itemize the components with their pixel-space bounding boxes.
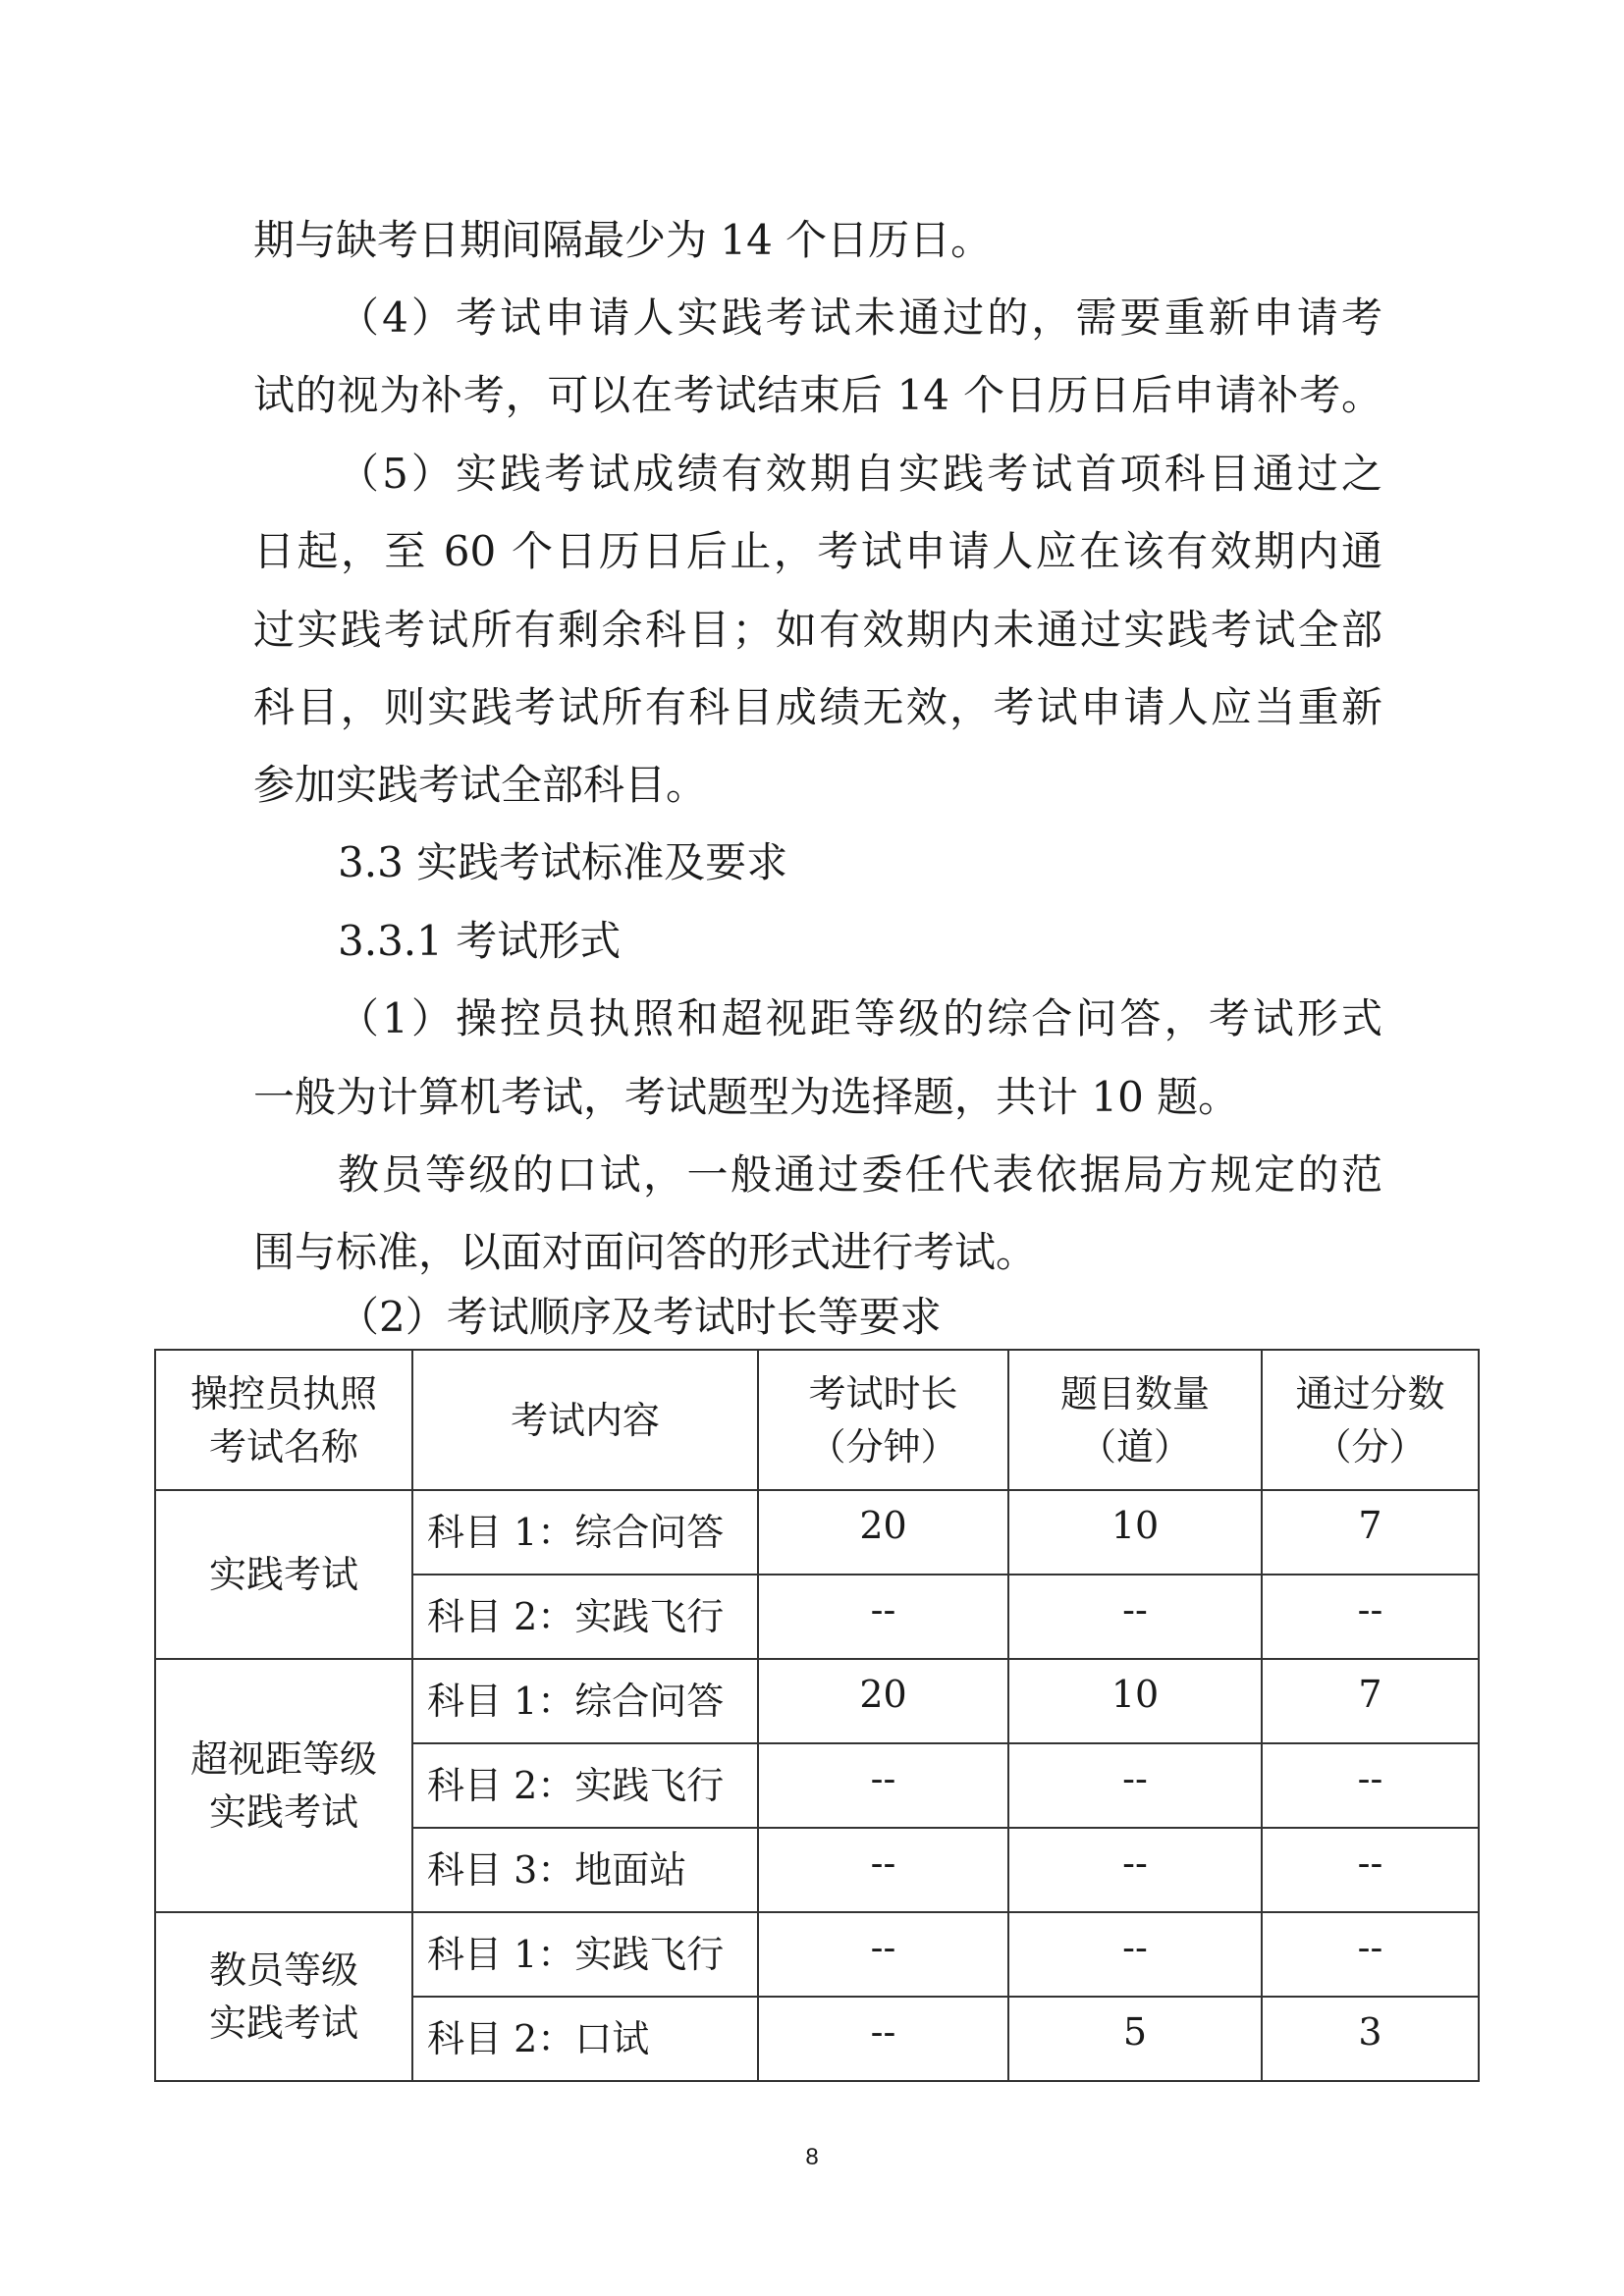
pass-cell: 7	[1262, 1490, 1479, 1575]
pass-cell: --	[1262, 1743, 1479, 1828]
header-exam-content: 考试内容	[412, 1350, 758, 1490]
pass-cell: 3	[1262, 1997, 1479, 2081]
count-cell: 10	[1008, 1659, 1262, 1743]
header-duration: 考试时长 （分钟）	[758, 1350, 1008, 1490]
page-number: 8	[805, 2144, 819, 2170]
pass-cell: --	[1262, 1828, 1479, 1912]
table-row	[155, 1490, 1479, 1575]
pass-cell: --	[1262, 1912, 1479, 1997]
count-cell: 10	[1008, 1490, 1262, 1575]
subject-cell: 科目 2：实践飞行	[412, 1743, 758, 1828]
paragraph-line: 日起，至 60 个日历日后止，考试申请人应在该有效期内通	[253, 527, 1382, 575]
table-row	[155, 1912, 1479, 1997]
paragraph-line: 试的视为补考，可以在考试结束后 14 个日历日后申请补考。	[253, 371, 1382, 419]
section-heading: 3.3 实践考试标准及要求	[338, 838, 788, 886]
subject-cell: 科目 3：地面站	[412, 1828, 758, 1912]
paragraph-line: （4）考试申请人实践考试未通过的，需要重新申请考	[338, 294, 1382, 342]
header-question-count: 题目数量 （道）	[1008, 1350, 1262, 1490]
paragraph-line: （1）操控员执照和超视距等级的综合问答，考试形式	[338, 994, 1382, 1042]
count-cell: --	[1008, 1575, 1262, 1659]
exam-name-cell: 超视距等级 实践考试	[155, 1659, 412, 1912]
paragraph-line: 教员等级的口试，一般通过委任代表依据局方规定的范	[338, 1150, 1382, 1199]
header-pass-score: 通过分数 （分）	[1262, 1350, 1479, 1490]
exam-name-cell: 教员等级 实践考试	[155, 1912, 412, 2081]
paragraph-line: 科目，则实践考试所有科目成绩无效，考试申请人应当重新	[253, 683, 1382, 731]
subject-cell: 科目 2：口试	[412, 1997, 758, 2081]
count-cell: --	[1008, 1828, 1262, 1912]
count-cell: 5	[1008, 1997, 1262, 2081]
duration-cell: --	[758, 1912, 1008, 1997]
paragraph-line: 参加实践考试全部科目。	[253, 761, 708, 809]
paragraph-line: 过实践考试所有剩余科目；如有效期内未通过实践考试全部	[253, 606, 1382, 654]
paragraph-line: 围与标准，以面对面问答的形式进行考试。	[253, 1228, 1038, 1276]
duration-cell: 20	[758, 1659, 1008, 1743]
paragraph-line: （5）实践考试成绩有效期自实践考试首项科目通过之	[338, 450, 1382, 498]
header-exam-name: 操控员执照 考试名称	[155, 1350, 412, 1490]
duration-cell: --	[758, 1743, 1008, 1828]
pass-cell: --	[1262, 1575, 1479, 1659]
subject-cell: 科目 1：实践飞行	[412, 1912, 758, 1997]
subject-cell: 科目 2：实践飞行	[412, 1575, 758, 1659]
duration-cell: --	[758, 1575, 1008, 1659]
table-row	[155, 1659, 1479, 1743]
paragraph-line: 一般为计算机考试，考试题型为选择题，共计 10 题。	[253, 1073, 1240, 1121]
duration-cell: --	[758, 1997, 1008, 2081]
table-caption: （2）考试顺序及考试时长等要求	[338, 1293, 942, 1341]
table-header-row	[155, 1350, 1479, 1490]
subject-cell: 科目 1：综合问答	[412, 1490, 758, 1575]
duration-cell: 20	[758, 1490, 1008, 1575]
paragraph-line: 期与缺考日期间隔最少为 14 个日历日。	[253, 216, 993, 264]
count-cell: --	[1008, 1743, 1262, 1828]
exam-name-cell: 实践考试	[155, 1490, 412, 1659]
count-cell: --	[1008, 1912, 1262, 1997]
subject-cell: 科目 1：综合问答	[412, 1659, 758, 1743]
pass-cell: 7	[1262, 1659, 1479, 1743]
duration-cell: --	[758, 1828, 1008, 1912]
subsection-heading: 3.3.1 考试形式	[338, 917, 622, 965]
exam-requirements-table	[154, 1349, 1480, 2082]
